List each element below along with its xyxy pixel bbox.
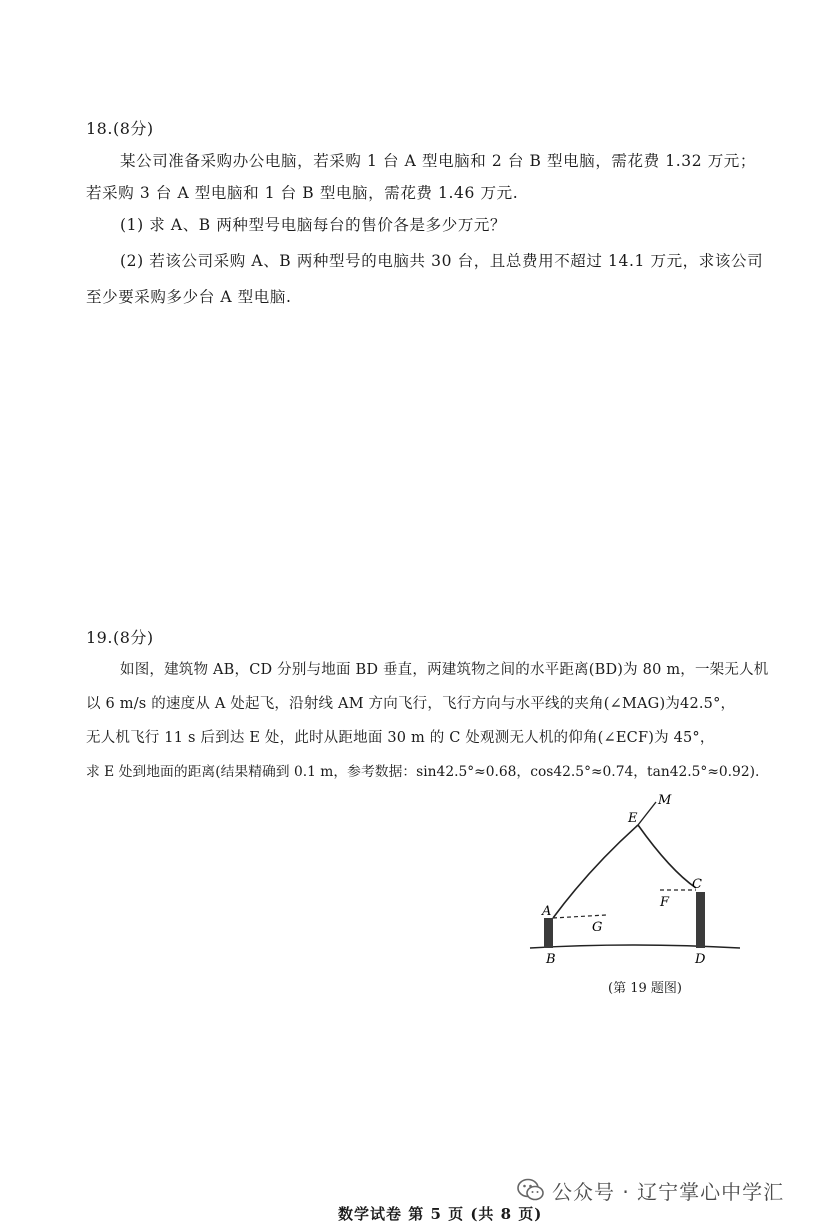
label-f: F (660, 895, 670, 910)
watermark-text: 公众号 · 辽宁掌心中学汇 (552, 1179, 785, 1204)
q18-line-5: 至少要采购多少台 A 型电脑. (86, 288, 292, 306)
q19-line-3: 无人机飞行 11 s 后到达 E 处，此时从距地面 30 m 的 C 处观测无人机的仰角(∠ECF)为 45°， (86, 730, 715, 746)
label-c: C (692, 877, 702, 892)
q19-line-4: 求 E 处到地面的距离(结果精确到 0.1 m，参考数据：sin42.5°≈0.68，cos42.5°≈0.74，tan42.5°≈0.92). (86, 764, 760, 780)
wechat-icon (516, 1176, 546, 1204)
figure-caption: (第 19 题图) (608, 981, 682, 996)
label-e: E (628, 811, 638, 826)
q19-title: 19.(8分) (86, 628, 154, 647)
q18-line-1: 某公司准备采购办公电脑，若采购 1 台 A 型电脑和 2 台 B 型电脑，需花费 1.32 万元； (120, 152, 756, 170)
q18-title: 18.(8分) (86, 119, 154, 138)
building-ab (544, 918, 553, 948)
ray-am-extension (638, 802, 656, 825)
q19-figure (520, 790, 750, 1000)
q18-line-2: 若采购 3 台 A 型电脑和 1 台 B 型电脑，需花费 1.46 万元. (86, 184, 519, 202)
q18-line-3: (1) 求 A、B 两种型号电脑每台的售价各是多少万元？ (120, 216, 507, 234)
q19-line-1: 如图，建筑物 AB，CD 分别与地面 BD 垂直，两建筑物之间的水平距离(BD)为 80 m，一架无人机 (120, 662, 769, 678)
dashed-ag (553, 915, 606, 918)
label-g: G (592, 920, 603, 935)
label-a: A (542, 904, 552, 919)
label-d: D (695, 952, 706, 967)
q18-line-4: (2) 若该公司采购 A、B 两种型号的电脑共 30 台，且总费用不超过 14.1 万元，求该公司 (120, 252, 764, 270)
ray-am (553, 825, 638, 918)
watermark (516, 1170, 816, 1210)
label-m: M (658, 793, 672, 808)
q19-line-2: 以 6 m/s 的速度从 A 处起飞，沿射线 AM 方向飞行，飞行方向与水平线的夹角(∠MAG)为42.5°， (86, 696, 736, 712)
page-footer: 数学试卷 第 5 页 (共 8 页) (338, 1205, 543, 1223)
label-b: B (546, 952, 556, 967)
line-ce (638, 825, 696, 888)
building-cd (696, 892, 705, 948)
ground-line (530, 945, 740, 948)
